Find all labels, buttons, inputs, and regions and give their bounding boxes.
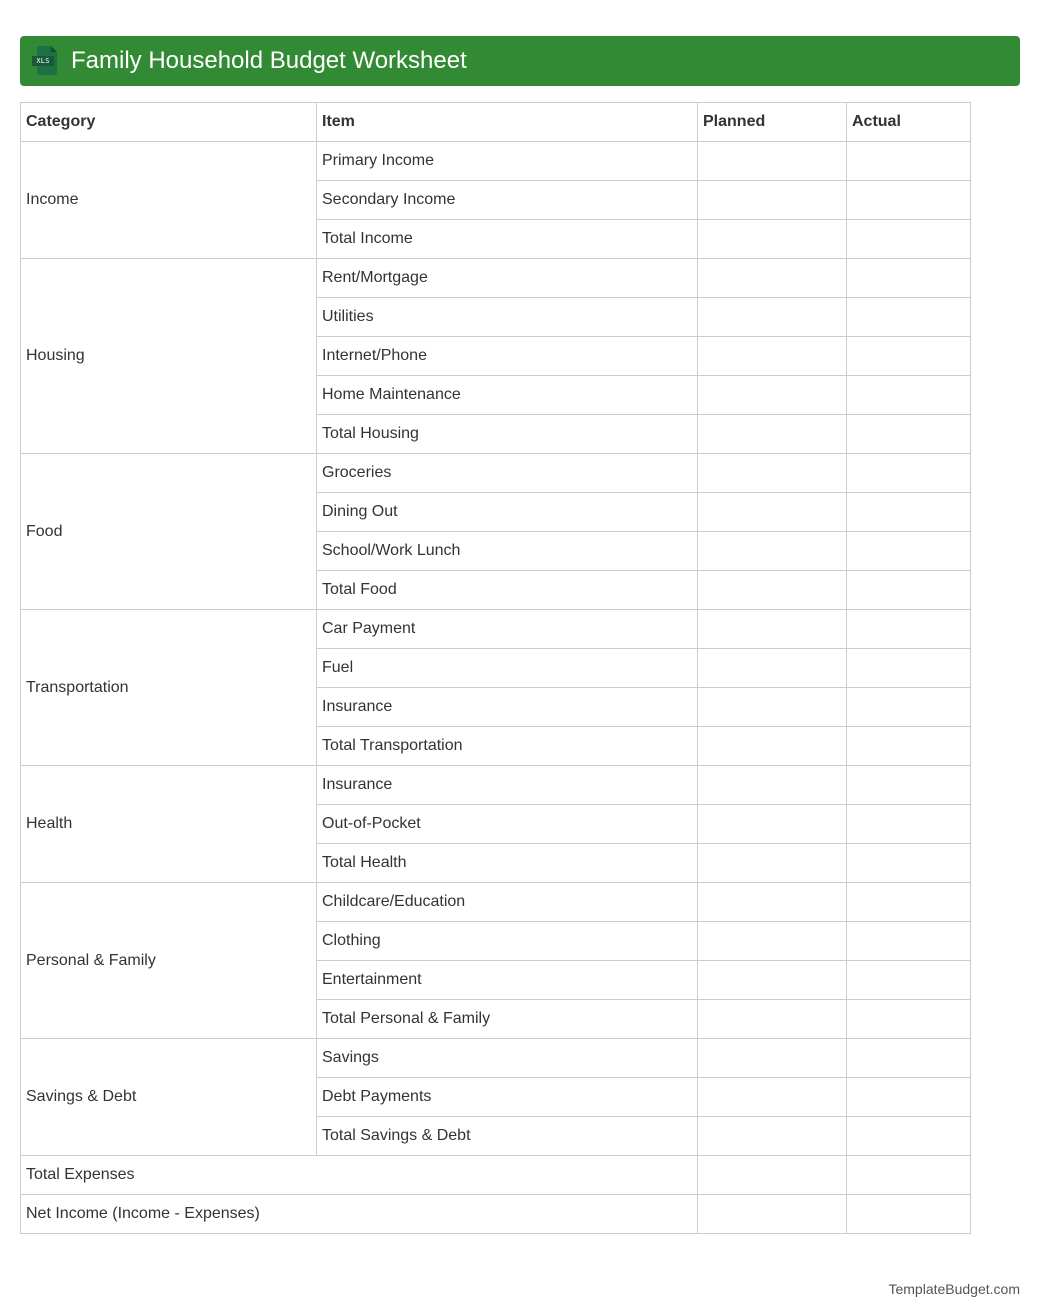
actual-cell[interactable] — [847, 220, 971, 259]
planned-cell[interactable] — [698, 844, 847, 883]
summary-row — [21, 1156, 971, 1195]
planned-cell[interactable] — [698, 259, 847, 298]
actual-cell[interactable] — [847, 727, 971, 766]
item-cell: Total Food — [317, 571, 698, 610]
actual-cell[interactable] — [847, 493, 971, 532]
column-header-actual: Actual — [847, 103, 971, 142]
actual-cell[interactable] — [847, 298, 971, 337]
item-cell: Dining Out — [317, 493, 698, 532]
planned-cell[interactable] — [698, 961, 847, 1000]
planned-cell[interactable] — [698, 337, 847, 376]
item-cell: Insurance — [317, 766, 698, 805]
planned-cell[interactable] — [698, 805, 847, 844]
item-cell: Total Health — [317, 844, 698, 883]
category-cell: Personal & Family — [21, 883, 317, 1039]
actual-cell[interactable] — [847, 688, 971, 727]
xls-icon-fold — [51, 46, 57, 52]
footer-credit: TemplateBudget.com — [888, 1281, 1020, 1297]
planned-cell[interactable] — [698, 142, 847, 181]
actual-cell[interactable] — [847, 571, 971, 610]
title-bar — [20, 36, 1020, 86]
item-cell: Savings — [317, 1039, 698, 1078]
planned-cell[interactable] — [698, 883, 847, 922]
actual-cell[interactable] — [847, 415, 971, 454]
planned-cell[interactable] — [698, 649, 847, 688]
actual-cell[interactable] — [847, 883, 971, 922]
summary-label-cell: Total Expenses — [21, 1156, 698, 1195]
planned-cell[interactable] — [698, 454, 847, 493]
actual-cell[interactable] — [847, 1000, 971, 1039]
table-row — [21, 142, 971, 181]
summary-actual-cell[interactable] — [847, 1195, 971, 1234]
item-cell: Total Transportation — [317, 727, 698, 766]
actual-cell[interactable] — [847, 922, 971, 961]
planned-cell[interactable] — [698, 1078, 847, 1117]
actual-cell[interactable] — [847, 1117, 971, 1156]
actual-cell[interactable] — [847, 181, 971, 220]
table-row — [21, 766, 971, 805]
actual-cell[interactable] — [847, 961, 971, 1000]
planned-cell[interactable] — [698, 220, 847, 259]
item-cell: Entertainment — [317, 961, 698, 1000]
item-cell: Groceries — [317, 454, 698, 493]
item-cell: Total Housing — [317, 415, 698, 454]
actual-cell[interactable] — [847, 805, 971, 844]
table-header-row — [21, 103, 971, 142]
actual-cell[interactable] — [847, 259, 971, 298]
item-cell: Utilities — [317, 298, 698, 337]
actual-cell[interactable] — [847, 532, 971, 571]
planned-cell[interactable] — [698, 571, 847, 610]
planned-cell[interactable] — [698, 298, 847, 337]
actual-cell[interactable] — [847, 610, 971, 649]
item-cell: Total Personal & Family — [317, 1000, 698, 1039]
actual-cell[interactable] — [847, 844, 971, 883]
planned-cell[interactable] — [698, 610, 847, 649]
item-cell: Car Payment — [317, 610, 698, 649]
item-cell: School/Work Lunch — [317, 532, 698, 571]
actual-cell[interactable] — [847, 649, 971, 688]
page-title: Family Household Budget Worksheet — [71, 47, 467, 74]
category-cell: Income — [21, 142, 317, 259]
item-cell: Rent/Mortgage — [317, 259, 698, 298]
budget-table — [20, 102, 971, 1234]
actual-cell[interactable] — [847, 1078, 971, 1117]
planned-cell[interactable] — [698, 922, 847, 961]
category-cell: Food — [21, 454, 317, 610]
budget-table-body — [21, 142, 971, 1234]
planned-cell[interactable] — [698, 1117, 847, 1156]
table-row — [21, 259, 971, 298]
actual-cell[interactable] — [847, 454, 971, 493]
planned-cell[interactable] — [698, 1000, 847, 1039]
table-row — [21, 454, 971, 493]
planned-cell[interactable] — [698, 415, 847, 454]
planned-cell[interactable] — [698, 493, 847, 532]
category-cell: Savings & Debt — [21, 1039, 317, 1156]
planned-cell[interactable] — [698, 1039, 847, 1078]
item-cell: Total Income — [317, 220, 698, 259]
item-cell: Fuel — [317, 649, 698, 688]
summary-label-cell: Net Income (Income - Expenses) — [21, 1195, 698, 1234]
column-header-item: Item — [317, 103, 698, 142]
planned-cell[interactable] — [698, 181, 847, 220]
summary-planned-cell[interactable] — [698, 1156, 847, 1195]
category-cell: Transportation — [21, 610, 317, 766]
summary-planned-cell[interactable] — [698, 1195, 847, 1234]
actual-cell[interactable] — [847, 766, 971, 805]
actual-cell[interactable] — [847, 142, 971, 181]
item-cell: Total Savings & Debt — [317, 1117, 698, 1156]
category-cell: Health — [21, 766, 317, 883]
category-cell: Housing — [21, 259, 317, 454]
item-cell: Secondary Income — [317, 181, 698, 220]
xls-icon-label: XLS — [32, 56, 54, 66]
table-row — [21, 883, 971, 922]
column-header-planned: Planned — [698, 103, 847, 142]
planned-cell[interactable] — [698, 727, 847, 766]
actual-cell[interactable] — [847, 1039, 971, 1078]
planned-cell[interactable] — [698, 688, 847, 727]
item-cell: Insurance — [317, 688, 698, 727]
summary-row — [21, 1195, 971, 1234]
table-row — [21, 1039, 971, 1078]
item-cell: Out-of-Pocket — [317, 805, 698, 844]
xls-file-icon — [32, 46, 60, 76]
summary-actual-cell[interactable] — [847, 1156, 971, 1195]
item-cell: Primary Income — [317, 142, 698, 181]
actual-cell[interactable] — [847, 337, 971, 376]
actual-cell[interactable] — [847, 376, 971, 415]
planned-cell[interactable] — [698, 766, 847, 805]
item-cell: Clothing — [317, 922, 698, 961]
table-row — [21, 610, 971, 649]
column-header-category: Category — [21, 103, 317, 142]
item-cell: Internet/Phone — [317, 337, 698, 376]
planned-cell[interactable] — [698, 532, 847, 571]
item-cell: Debt Payments — [317, 1078, 698, 1117]
item-cell: Childcare/Education — [317, 883, 698, 922]
planned-cell[interactable] — [698, 376, 847, 415]
item-cell: Home Maintenance — [317, 376, 698, 415]
